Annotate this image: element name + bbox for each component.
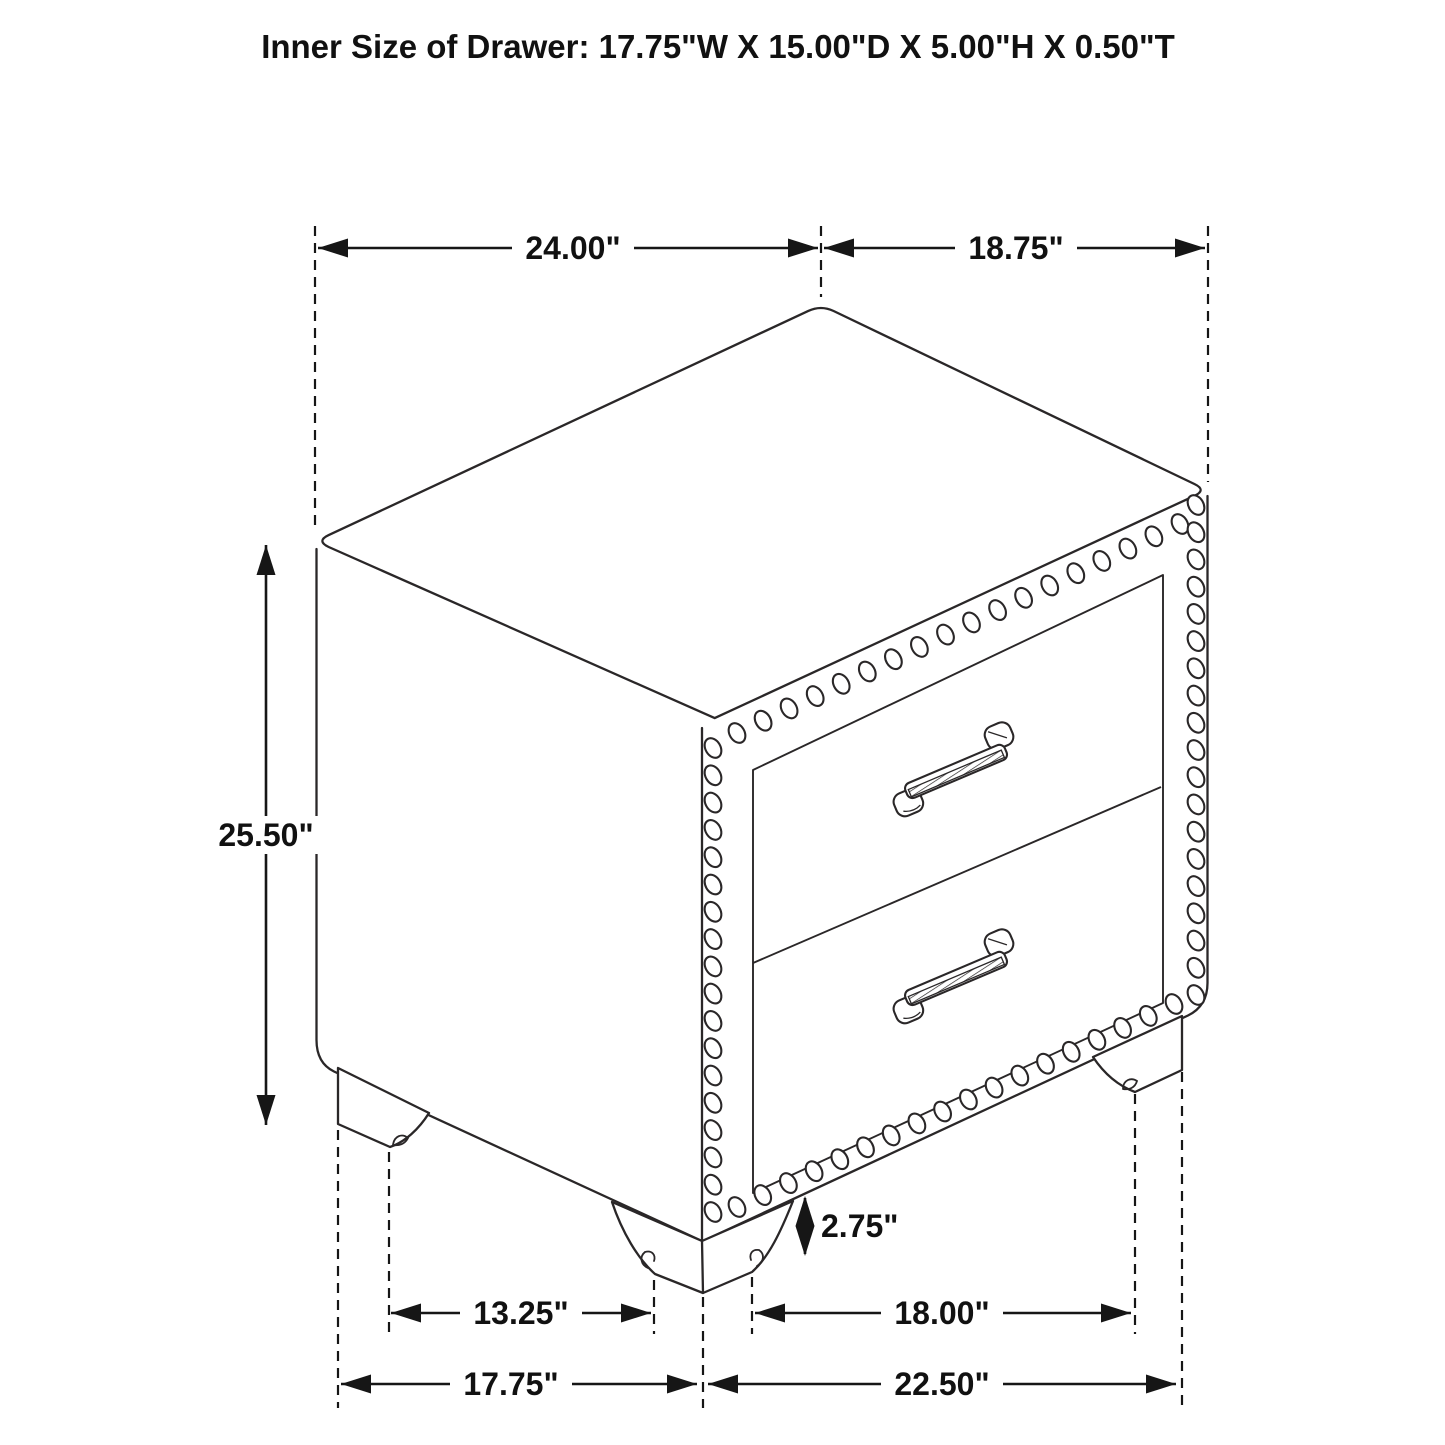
nailhead-stud xyxy=(1059,1039,1082,1065)
nailhead-stud xyxy=(960,610,983,636)
nailhead-stud xyxy=(802,1158,825,1184)
nailhead-stud xyxy=(957,1087,980,1113)
nailhead-stud xyxy=(854,1134,877,1160)
nailhead-stud xyxy=(905,1111,928,1137)
nailhead-stud xyxy=(1034,1051,1057,1077)
nailhead-stud xyxy=(1184,547,1207,573)
nailhead-stud xyxy=(931,1099,954,1125)
dimension-top-right xyxy=(824,229,1205,267)
dim-label-18-00: 18.00" xyxy=(894,1295,990,1331)
nailhead-stud xyxy=(1064,560,1087,586)
nailhead-stud xyxy=(751,1182,774,1208)
drawer-divider xyxy=(753,787,1161,963)
nailhead-stud xyxy=(1008,1063,1031,1089)
nailhead-stud xyxy=(1184,683,1207,709)
dimension-base-front xyxy=(708,1365,1176,1403)
nailhead-stud xyxy=(1184,492,1207,518)
nailhead-stud xyxy=(1184,982,1207,1008)
nailhead-stud xyxy=(882,646,905,672)
drawer-handle-bottom xyxy=(881,927,1027,1027)
nailhead-stud xyxy=(751,708,774,734)
nailhead-stud xyxy=(908,634,931,660)
nailhead-stud xyxy=(1184,955,1207,981)
nailhead-stud xyxy=(1184,655,1207,681)
nailhead-stud xyxy=(725,720,748,746)
nailhead-stud xyxy=(701,1117,724,1143)
nailhead-stud xyxy=(701,981,724,1007)
nailhead-stud xyxy=(828,1146,851,1172)
nailhead-stud xyxy=(1184,737,1207,763)
dim-label-22-50: 22.50" xyxy=(894,1366,990,1402)
nailhead-stud xyxy=(829,671,852,697)
top-face xyxy=(322,308,1200,718)
page-title: Inner Size of Drawer: 17.75"W X 15.00"D X 5.00"H X 0.50"T xyxy=(261,28,1175,65)
dim-label-17-75: 17.75" xyxy=(463,1366,559,1402)
nailhead-stud xyxy=(986,597,1009,623)
nailhead-stud xyxy=(701,1172,724,1198)
front-leg-corner-edge xyxy=(702,1241,703,1293)
nailhead-stud xyxy=(1184,764,1207,790)
nailhead-stud xyxy=(701,790,724,816)
nailhead-stud xyxy=(1184,601,1207,627)
nailhead-stud xyxy=(701,844,724,870)
nailhead-stud xyxy=(725,1194,748,1220)
nailhead-stud xyxy=(1184,900,1207,926)
nailhead-stud xyxy=(1090,548,1113,574)
nailhead-stud xyxy=(1184,819,1207,845)
nailhead-trim xyxy=(701,492,1207,1225)
nailhead-stud xyxy=(777,696,800,722)
dim-label-25-50: 25.50" xyxy=(218,817,314,853)
dimension-top-left xyxy=(318,229,818,267)
nailhead-stud xyxy=(1116,536,1139,562)
nailhead-stud xyxy=(1184,628,1207,654)
nailhead-stud xyxy=(701,1090,724,1116)
left-leg xyxy=(338,1068,429,1147)
nailhead-stud xyxy=(701,817,724,843)
nailhead-stud xyxy=(1184,846,1207,872)
nailhead-stud xyxy=(1162,991,1185,1017)
dim-label-13-25: 13.25" xyxy=(473,1295,569,1331)
dimension-annotations xyxy=(205,226,1208,1408)
nailhead-stud xyxy=(701,762,724,788)
nailhead-stud xyxy=(1142,523,1165,549)
dimension-leg-span-left xyxy=(391,1294,651,1332)
nailhead-stud xyxy=(701,1035,724,1061)
nailhead-stud xyxy=(1184,792,1207,818)
nailhead-stud xyxy=(982,1075,1005,1101)
nailhead-stud xyxy=(934,622,957,648)
nailhead-stud xyxy=(701,1145,724,1171)
nightstand-drawing xyxy=(317,308,1208,1293)
dimension-leg-span-front xyxy=(755,1294,1131,1332)
nailhead-stud xyxy=(701,1199,724,1225)
dim-label-18-75: 18.75" xyxy=(968,230,1064,266)
nailhead-stud xyxy=(701,735,724,761)
nailhead-stud xyxy=(1184,574,1207,600)
nailhead-stud xyxy=(701,1008,724,1034)
nailhead-stud xyxy=(1184,873,1207,899)
nailhead-stud xyxy=(777,1170,800,1196)
nailhead-stud xyxy=(1012,585,1035,611)
drawer-handle-top xyxy=(881,720,1027,820)
nailhead-stud xyxy=(879,1123,902,1149)
nailhead-stud xyxy=(1184,928,1207,954)
nailhead-stud xyxy=(701,872,724,898)
nailhead-stud xyxy=(701,1063,724,1089)
nailhead-stud xyxy=(1038,573,1061,599)
front-panel-inner-border xyxy=(753,575,1163,1193)
dimension-leg-height xyxy=(796,1196,899,1256)
dimension-height xyxy=(205,545,327,1125)
nailhead-stud xyxy=(701,926,724,952)
dim-label-24: 24.00" xyxy=(525,230,621,266)
dimension-base-left xyxy=(341,1365,697,1403)
dim-label-2-75: 2.75" xyxy=(821,1208,899,1244)
nailhead-stud xyxy=(701,954,724,980)
nailhead-stud xyxy=(701,899,724,925)
nailhead-stud xyxy=(803,683,826,709)
nailhead-stud xyxy=(1184,710,1207,736)
nailhead-stud xyxy=(856,659,879,685)
